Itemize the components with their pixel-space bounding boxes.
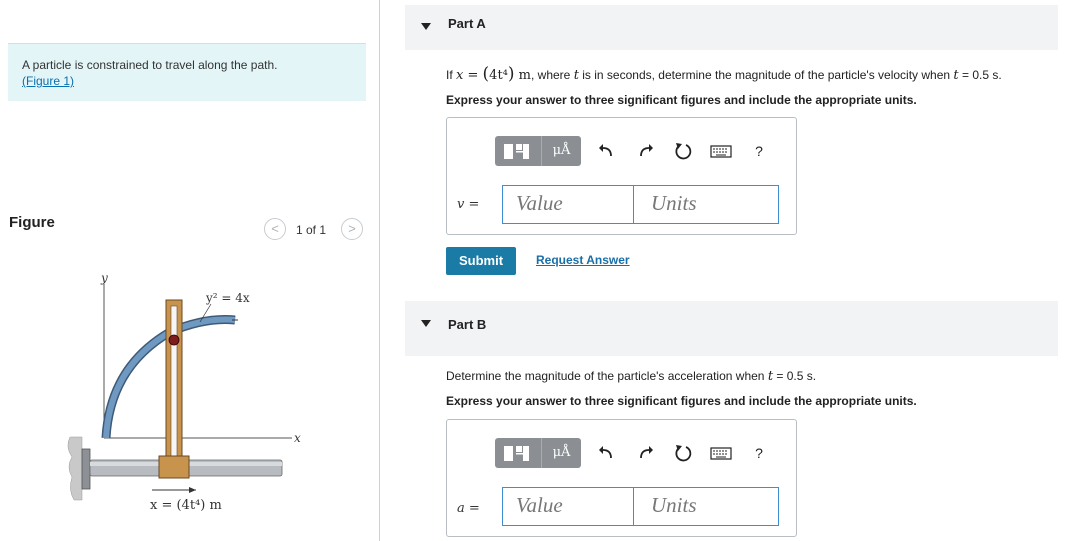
math-toolbar	[487, 134, 789, 168]
templates-button[interactable]	[495, 136, 539, 166]
math-toolbar	[487, 436, 789, 470]
reset-button[interactable]	[672, 140, 694, 162]
units-button[interactable]	[541, 438, 581, 468]
velocity-units-input[interactable]: Units	[633, 185, 779, 224]
toolbar-group	[495, 438, 581, 468]
help-button[interactable]	[748, 442, 770, 464]
q-b-text-1: Determine the magnitude of the particle's acceleration when	[446, 369, 768, 383]
part-a-answer-box	[446, 117, 797, 235]
problem-statement: A particle is constrained to travel along the path.	[22, 58, 278, 72]
part-a-header[interactable]	[405, 5, 1058, 50]
arrowhead	[189, 487, 196, 493]
part-b-answer-box	[446, 419, 797, 537]
collapse-triangle-icon	[421, 320, 431, 327]
next-figure-button[interactable]	[341, 218, 363, 240]
figure-title: Figure	[9, 214, 55, 231]
undo-icon	[596, 442, 618, 464]
velocity-value-input[interactable]: Value	[502, 185, 643, 224]
path-equation-label: y² = 4x	[206, 291, 250, 305]
figure-counter: 1 of 1	[296, 223, 327, 237]
templates-icon	[495, 438, 539, 468]
part-b-instruction: Express your answer to three significant figures and include the appropriate units.	[446, 394, 917, 408]
keyboard-icon	[709, 442, 733, 464]
q-close-paren: )	[507, 64, 515, 84]
problem-panel	[0, 0, 380, 541]
q-unit: m	[514, 68, 531, 83]
keyboard-icon	[709, 140, 733, 162]
acceleration-units-input[interactable]: Units	[633, 487, 779, 526]
particle	[169, 335, 179, 345]
redo-icon	[634, 140, 656, 162]
units-button[interactable]	[541, 136, 581, 166]
request-answer-link[interactable]: Request Answer	[536, 253, 630, 267]
acceleration-label: a =	[457, 501, 480, 516]
q-b-text-2: = 0.5 s.	[773, 369, 817, 383]
velocity-label: v =	[457, 197, 480, 212]
keyboard-button[interactable]	[709, 140, 733, 162]
q-text-2: is in seconds, determine the magnitude of the particle's velocity when	[578, 68, 954, 82]
q-text-3: = 0.5 s.	[958, 68, 1002, 82]
units-icon: μÅ	[552, 445, 571, 460]
toolbar-group	[495, 136, 581, 166]
undo-icon	[596, 140, 618, 162]
part-b-header[interactable]	[405, 301, 1058, 356]
y-axis-label: y	[101, 271, 108, 285]
q-expression: 4t⁴	[489, 68, 508, 83]
collapse-triangle-icon	[421, 23, 431, 30]
undo-button[interactable]	[596, 442, 618, 464]
redo-button[interactable]	[634, 442, 656, 464]
q-var-t: t	[573, 68, 579, 83]
part-b-question	[446, 369, 816, 384]
q-open-paren: (	[482, 64, 490, 84]
keyboard-button[interactable]	[709, 442, 733, 464]
undo-button[interactable]	[596, 140, 618, 162]
reset-icon	[672, 140, 694, 162]
problem-statement-box	[8, 43, 366, 101]
part-a-title: Part A	[448, 16, 486, 31]
submit-button[interactable]: Submit	[446, 247, 516, 275]
acceleration-value-input[interactable]: Value	[502, 487, 643, 526]
help-icon: ?	[755, 143, 763, 159]
displacement-label: x = (4t⁴) m	[150, 498, 222, 513]
chevron-left-icon: <	[271, 221, 279, 236]
reset-button[interactable]	[672, 442, 694, 464]
q-if: If	[446, 68, 457, 82]
q-b-var-t: t	[767, 369, 774, 384]
templates-icon	[495, 136, 539, 166]
q-eq: =	[463, 68, 483, 83]
part-a-question	[446, 64, 1002, 84]
link-slot	[171, 306, 177, 456]
collar	[159, 456, 189, 478]
help-icon: ?	[755, 445, 763, 461]
x-axis-label: x	[294, 431, 301, 445]
q-var-x: x	[456, 68, 464, 83]
reset-icon	[672, 442, 694, 464]
q-text-1: , where	[531, 68, 574, 82]
units-icon: μÅ	[552, 143, 571, 158]
redo-button[interactable]	[634, 140, 656, 162]
part-b-title: Part B	[448, 317, 487, 332]
chevron-right-icon: >	[348, 221, 356, 236]
part-a-instruction: Express your answer to three significant figures and include the appropriate units.	[446, 93, 917, 107]
help-button[interactable]	[748, 140, 770, 162]
wall	[68, 437, 82, 500]
q-var-t2: t	[953, 68, 959, 83]
figure-link[interactable]: (Figure 1)	[22, 74, 75, 88]
redo-icon	[634, 442, 656, 464]
prev-figure-button[interactable]	[264, 218, 286, 240]
wall-bracket	[82, 449, 90, 489]
figure-image	[60, 262, 310, 524]
templates-button[interactable]	[495, 438, 539, 468]
